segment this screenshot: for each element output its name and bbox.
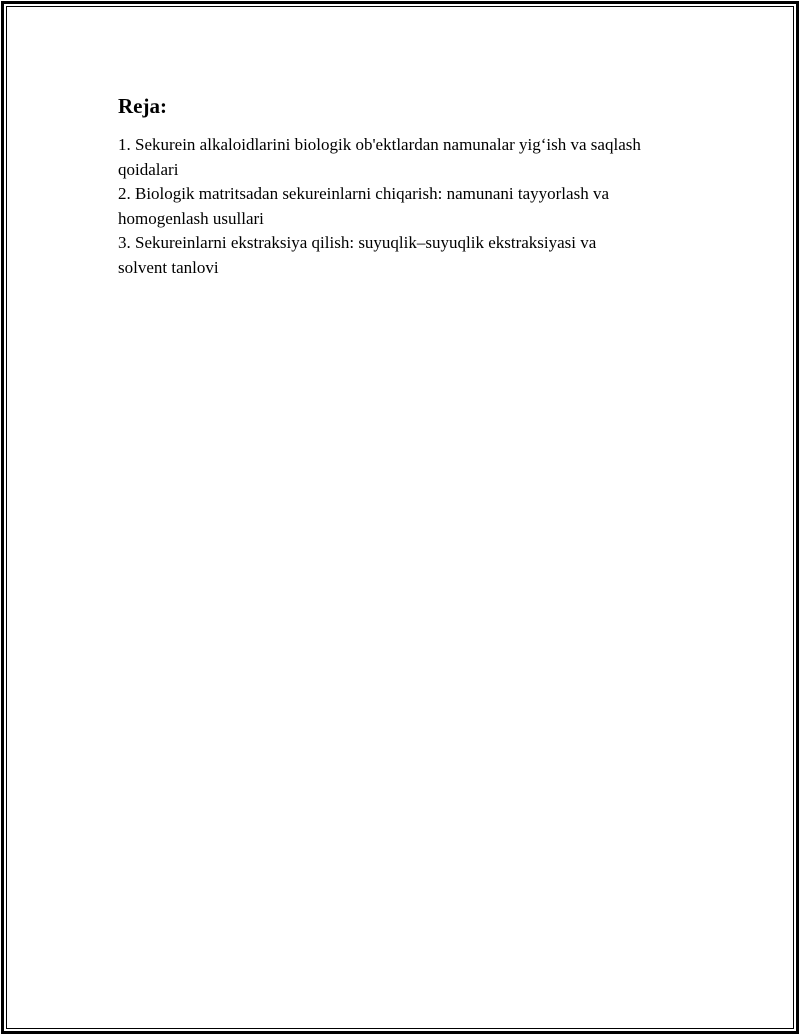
plan-item-number: 1. <box>118 135 131 154</box>
plan-item-3 <box>118 231 698 280</box>
plan-item-continuation: solvent tanlovi <box>118 257 219 277</box>
plan-title: Reja: <box>118 94 167 118</box>
plan-item-text: Sekurein alkaloidlarini biologik ob'ektlardan namunalar yig‘ish va saqlash <box>135 135 641 154</box>
plan-item-2 <box>118 182 698 231</box>
page-content <box>118 93 698 280</box>
plan-item-text: Biologik matritsadan sekureinlarni chiqarish: namunani tayyorlash va <box>135 184 609 203</box>
plan-item-text: Sekureinlarni ekstraksiya qilish: suyuqlik–suyuqlik ekstraksiyasi va <box>135 233 597 252</box>
plan-item-number: 2. <box>118 184 131 203</box>
plan-item-number: 3. <box>118 233 131 252</box>
plan-item-continuation: qoidalari <box>118 159 179 179</box>
plan-item-continuation: homogenlash usullari <box>118 208 264 228</box>
plan-list <box>118 133 698 280</box>
plan-item-1 <box>118 133 698 182</box>
